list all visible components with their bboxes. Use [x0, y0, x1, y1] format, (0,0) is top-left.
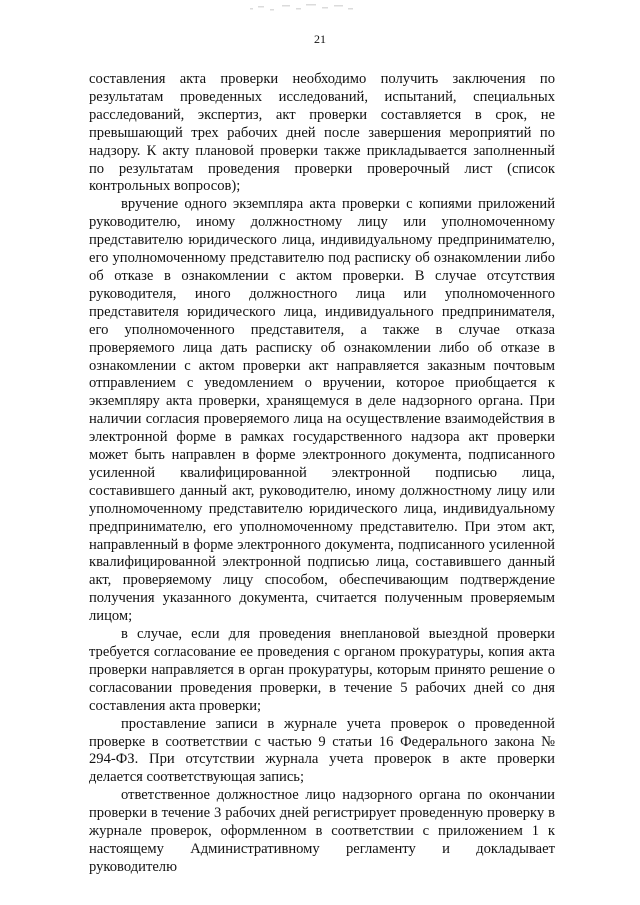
document-body — [89, 71, 555, 877]
paragraph-5: ответственное должностное лицо надзорного органа по окончании проверки в течение 3 рабочих дней регистрирует проведенную проверку в журнале проверок, оформленном в соответствии с приложением 1 к настоящему Административному регламенту и докладывает руководителю — [89, 787, 555, 875]
page-number: 21 — [314, 32, 326, 46]
paragraph-2: вручение одного экземпляра акта проверки с копиями приложений руководителю, иному должностному лицу или уполномоченному представителю юридического лица, индивидуальному предпринимателю, его уполномоченному представителю под расписку об ознакомлении либо об отказе в ознакомлении с актом проверки. В случае отсутствия руководителя, иного должностного лица или уполномоченного представителя юридического лица, индивидуального предпринимателя, его уполномоченного представителя, а также в случае отказа проверяемого лица дать расписку об ознакомлении либо об отказе в ознакомлении с актом проверки акт направляется заказным почтовым отправлением с уведомлением о вручении, которое приобщается к экземпляру акта проверки, хранящемуся в деле надзорного органа. При наличии согласия проверяемого лица на осуществление взаимодействия в электронной форме в рамках государственного надзора акт проверки может быть направлен в форме электронного документа, подписанного усиленной квалифицированной электронной подписью лица, составившего данный акт, руководителю, иному должностному лицу или уполномоченному представителю юридического лица, индивидуальному предпринимателю, его уполномоченному представителю. При этом акт, направленный в форме электронного документа, подписанного усиленной квалифицированной электронной подписью лица, составившего данный акт, проверяемому лицу способом, обеспечивающим подтверждение получения указанного документа, считается полученным проверяемым лицом; — [89, 196, 555, 625]
paragraph-1: составления акта проверки необходимо получить заключения по результатам проведенных исследований, испытаний, специальных расследований, экспертиз, акт проверки составляется в срок, не превышающий трех рабочих дней после завершения мероприятий по надзору. К акту плановой проверки также прикладывается заполненный по результатам проведения проверки проверочный лист (список контрольных вопросов); — [89, 71, 555, 195]
paragraph-3: в случае, если для проведения внеплановой выездной проверки требуется согласование ее проведения с органом прокуратуры, копия акта проверки направляется в орган прокуратуры, которым принято решение о согласовании проведения проверки, в течение 5 рабочих дней со дня составления акта проверки; — [89, 626, 555, 714]
faint-stamp-mark — [248, 2, 358, 16]
paragraph-4: проставление записи в журнале учета проверок о проведенной проверке в соответствии с частью 9 статьи 16 Федерального закона № 294-ФЗ. При отсутствии журнала учета проверок в акте проверки делается соответствующая запись; — [89, 715, 555, 786]
